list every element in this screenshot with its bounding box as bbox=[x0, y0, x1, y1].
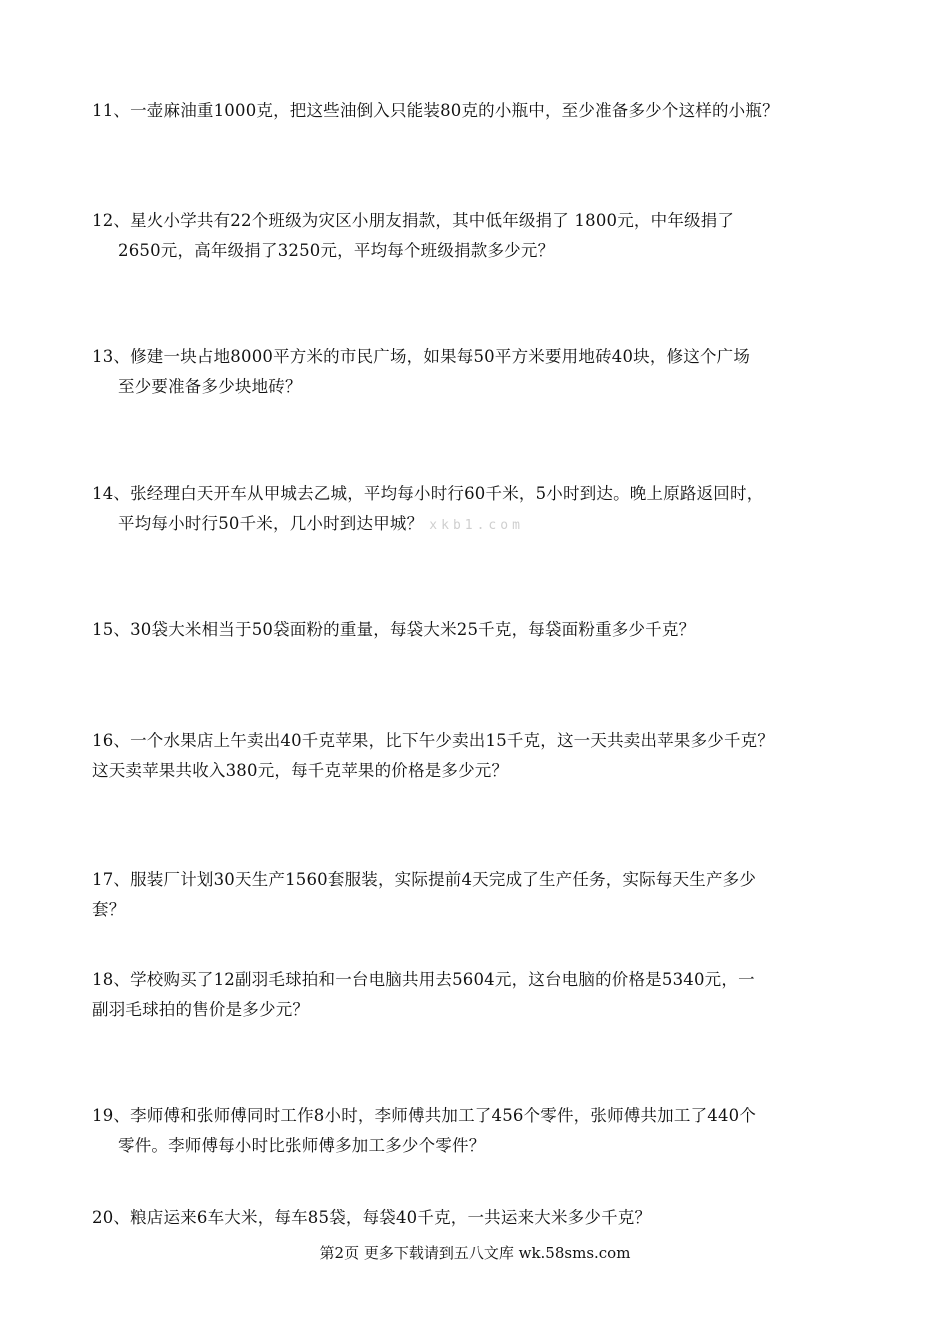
problem-14 bbox=[92, 479, 868, 539]
problem-11 bbox=[92, 96, 868, 126]
problem-line: 副羽毛球拍的售价是多少元？ bbox=[92, 1000, 310, 1019]
problem-line: 套？ bbox=[92, 900, 126, 919]
problem-12 bbox=[92, 206, 868, 266]
problem-line: 16、一个水果店上午卖出40千克苹果，比下午少卖出15千克，这一天共卖出苹果多少千克？ bbox=[92, 731, 775, 750]
problem-line: 19、李师傅和张师傅同时工作8小时，李师傅共加工了456个零件，张师傅共加工了440个 bbox=[92, 1106, 757, 1125]
problem-15 bbox=[92, 615, 868, 645]
problem-18 bbox=[92, 965, 868, 1025]
problem-line: 20、粮店运来6车大米，每车85袋，每袋40千克，一共运来大米多少千克？ bbox=[92, 1208, 652, 1227]
problem-line: 15、30袋大米相当于50袋面粉的重量，每袋大米25千克，每袋面粉重多少千克？ bbox=[92, 620, 696, 639]
problem-line: 零件。李师傅每小时比张师傅多加工多少个零件？ bbox=[118, 1136, 486, 1155]
problem-line: 14、张经理白天开车从甲城去乙城，平均每小时行60千米，5小时到达。晚上原路返回时， bbox=[92, 484, 764, 503]
problem-line-text: 平均每小时行50千米，几小时到达甲城？ bbox=[118, 514, 424, 533]
problem-16 bbox=[92, 726, 868, 786]
problem-line: 13、修建一块占地8000平方米的市民广场，如果每50平方米要用地砖40块，修这个广场 bbox=[92, 347, 751, 366]
problem-line: 17、服装厂计划30天生产1560套服装，实际提前4天完成了生产任务，实际每天生产多少 bbox=[92, 870, 757, 889]
problem-line: 2650元，高年级捐了3250元，平均每个班级捐款多少元？ bbox=[118, 241, 555, 260]
problem-line: 这天卖苹果共收入380元，每千克苹果的价格是多少元？ bbox=[92, 761, 509, 780]
problem-13 bbox=[92, 342, 868, 402]
watermark-text: xkb1.com bbox=[429, 518, 524, 533]
problem-line: 至少要准备多少块地砖？ bbox=[118, 377, 302, 396]
problem-20 bbox=[92, 1203, 868, 1233]
problem-17 bbox=[92, 865, 868, 925]
problem-line-with-watermark bbox=[92, 509, 868, 539]
problem-line: 18、学校购买了12副羽毛球拍和一台电脑共用去5604元，这台电脑的价格是5340元，一 bbox=[92, 970, 755, 989]
problem-19 bbox=[92, 1101, 868, 1161]
problem-line: 12、星火小学共有22个班级为灾区小朋友捐款，其中低年级捐了 1800元，中年级捐了 bbox=[92, 211, 735, 230]
problem-line: 11、一壶麻油重1000克，把这些油倒入只能装80克的小瓶中，至少准备多少个这样的小瓶？ bbox=[92, 101, 779, 120]
page-footer: 第2页 更多下载请到五八文库 wk.58sms.com bbox=[319, 1244, 631, 1262]
